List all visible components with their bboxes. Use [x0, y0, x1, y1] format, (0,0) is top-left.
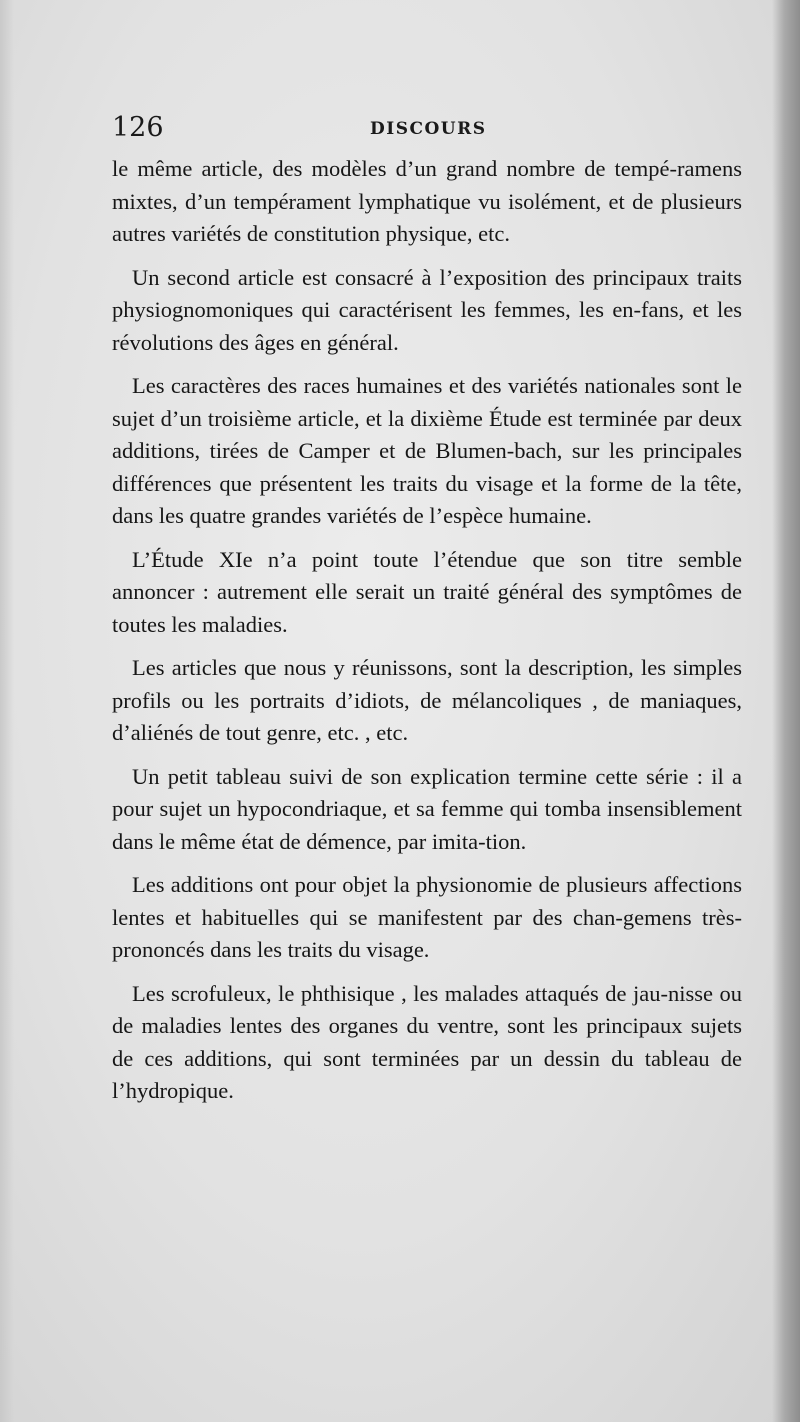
paragraph-8: Les scrofuleux, le phthisique , les malades attaqués de jau-nisse ou de maladies lentes des organes du ventre, sont les principaux sujets de ces additions, qui sont terminées par un dessin du tableau de l’hydropique.: [112, 980, 742, 1103]
paragraph-1: le même article, des modèles d’un grand nombre de tempé-ramens mixtes, d’un tempérament lymphatique vu isolément, et de plusieurs autres variétés de constitution physique, etc.: [112, 156, 742, 246]
paragraph-7: Les additions ont pour objet la physionomie de plusieurs affections lentes et habituelles qui se manifestent par des chan-gemens très-prononcés dans les traits du visage.: [112, 872, 742, 962]
paragraph-5: Les articles que nous y réunissons, sont la description, les simples profils ou les portraits d’idiots, de mélancoliques , de maniaques, d’aliénés de tout genre, etc. , etc.: [112, 655, 742, 745]
running-head: DISCOURS: [370, 119, 487, 139]
page-gutter-shadow: [772, 0, 800, 1422]
paragraph-3: Les caractères des races humaines et des variétés nationales sont le sujet d’un troisième article, et la dixième Étude est terminée par deux additions, tirées de Camper et de Blumen-bach, sur les principales différences que présentent les traits du visage et la forme de la tête, dans les quatre grandes variétés de l’espèce humaine.: [112, 373, 742, 528]
page-left-shadow: [0, 0, 14, 1422]
paragraph-4: L’Étude XIe n’a point toute l’étendue que son titre semble annoncer : autrement elle serait un traité général des symptômes de toutes les maladies.: [112, 546, 742, 637]
body-text: [112, 153, 742, 1119]
paragraph-6: Un petit tableau suivi de son explication termine cette série : il a pour sujet un hypocondriaque, et sa femme qui tomba insensiblement dans le même état de démence, par imita-tion.: [112, 763, 742, 854]
page-header: [112, 113, 752, 147]
paragraph-2: Un second article est consacré à l’exposition des principaux traits physiognomoniques qui caractérisent les femmes, les en-fans, et les révolutions des âges en général.: [112, 264, 742, 355]
page-number: 126: [112, 112, 164, 143]
